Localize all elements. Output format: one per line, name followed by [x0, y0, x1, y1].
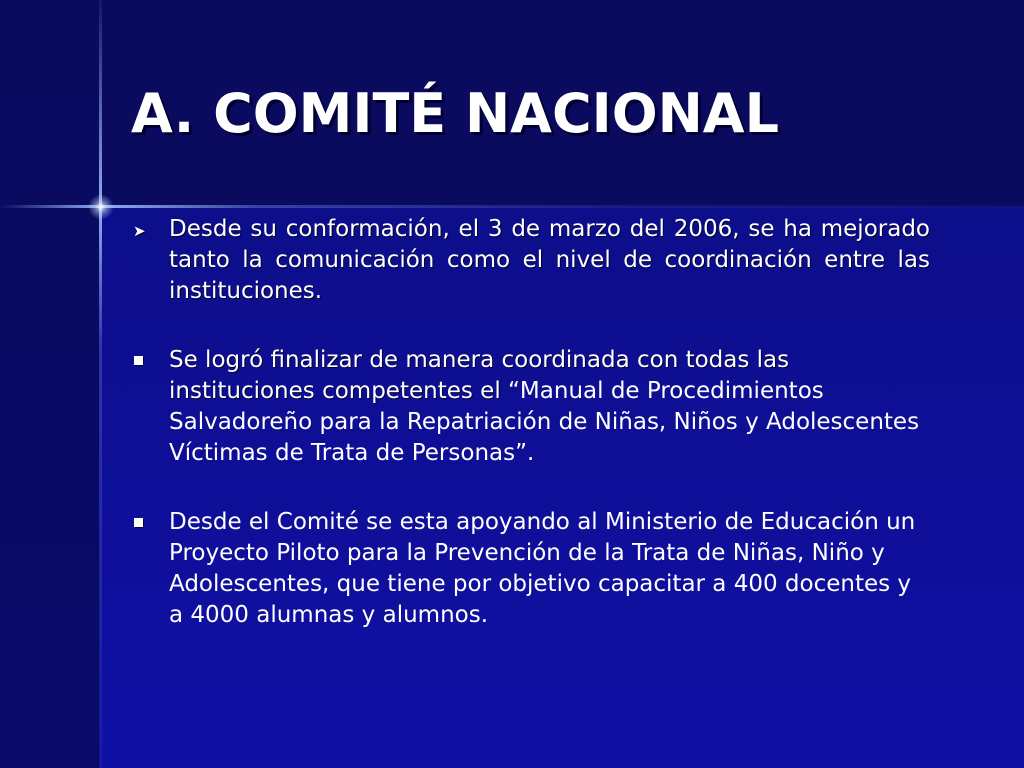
sparkle-icon	[88, 194, 114, 220]
list-item	[130, 507, 930, 631]
list-item-text: Desde el Comité se esta apoyando al Ministerio de Educación un Proyecto Piloto para la Prevención de la Trata de Niñas, Niño y Adolescentes, que tiene por objetivo capacitar a 400 docentes y a 4000 alumnas y alumnos.	[169, 509, 916, 628]
list-item-text: Se logró finalizar de manera coordinada con todas las instituciones competentes el	[169, 347, 790, 404]
square-bullet-icon	[130, 507, 150, 538]
horizontal-accent-line	[0, 205, 1024, 208]
list-item	[130, 345, 930, 469]
list-item	[130, 214, 930, 307]
vertical-accent-line	[99, 0, 102, 768]
left-band	[0, 0, 100, 768]
arrow-icon: ➤	[133, 222, 146, 240]
slide-title: A. COMITÉ NACIONAL	[131, 82, 779, 145]
list-item-text: Desde su conformación, el 3 de marzo del 2006, se ha mejorado tanto la comunicación como el nivel de coordinación entre las instituciones.	[169, 216, 930, 304]
list-item-quote-text: “Manual de Procedimientos Salvadoreño para la Repatriación de Niñas, Niños y Adolescentes Víctimas de Trata de Personas”.	[169, 378, 920, 466]
bullet-list	[130, 214, 930, 669]
square-bullet-icon	[130, 345, 150, 376]
